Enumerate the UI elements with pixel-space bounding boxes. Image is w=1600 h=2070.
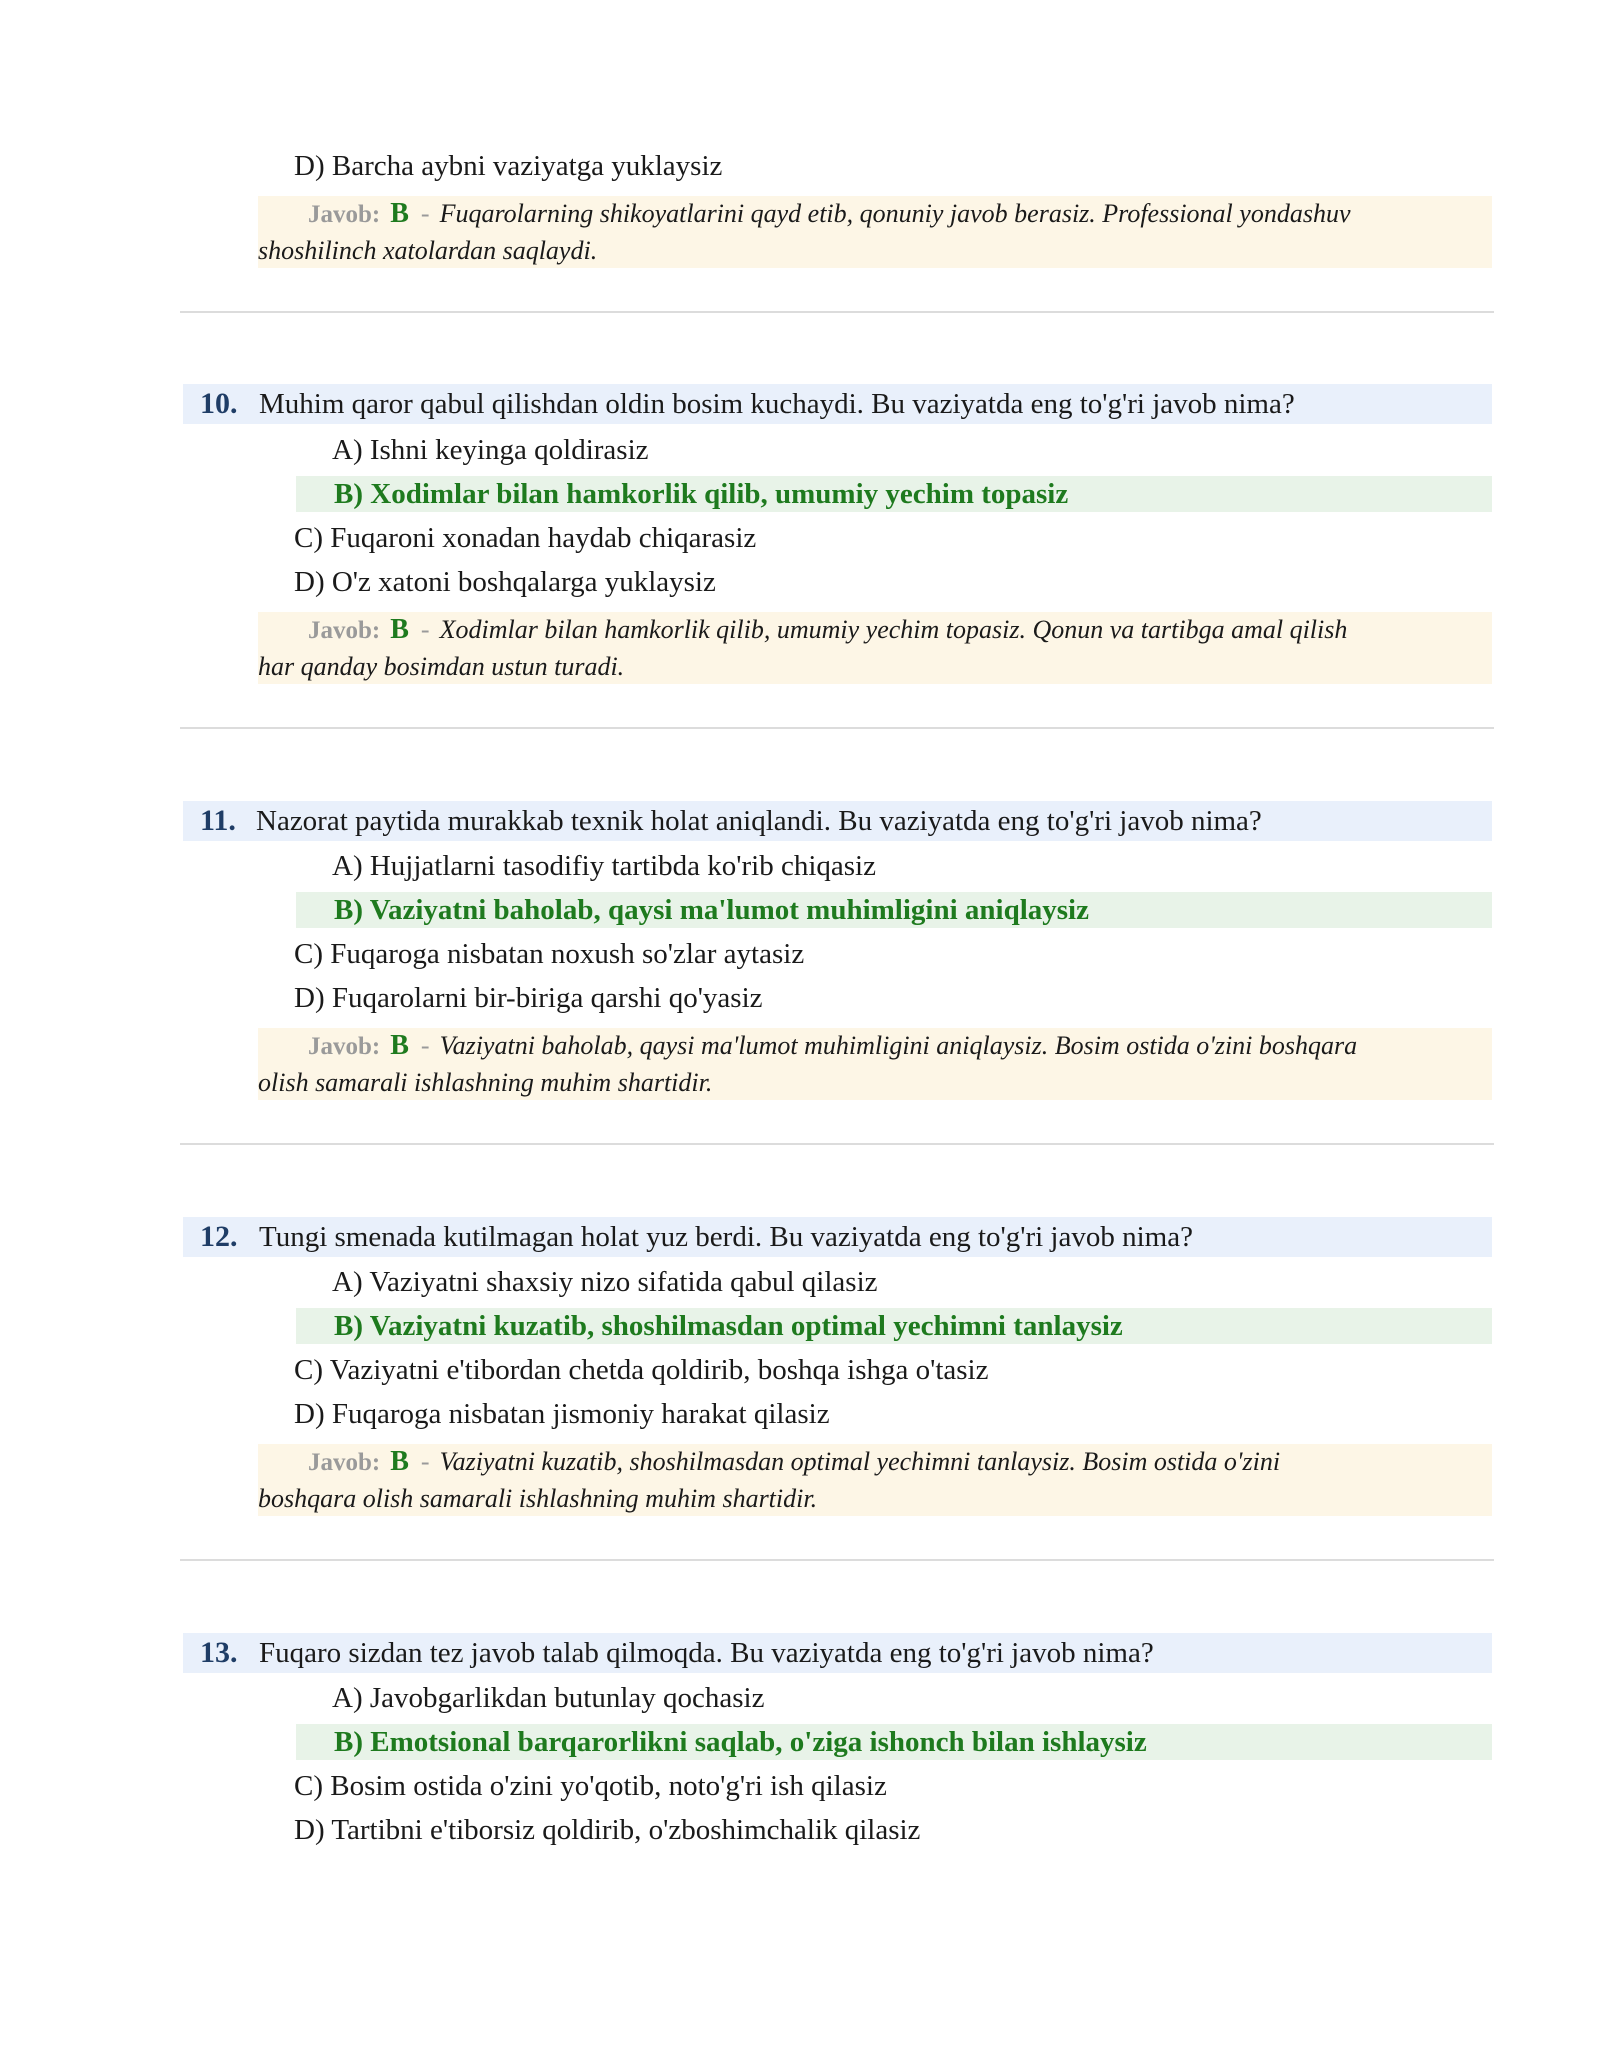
answer-box (258, 196, 1492, 268)
question-number: 12. (200, 1220, 238, 1253)
answer-box (258, 1444, 1492, 1516)
answer-letter: B (390, 198, 409, 229)
option-b-correct: B) Vaziyatni kuzatib, shoshilmasdan optimal yechimni tanlaysiz (296, 1308, 1492, 1344)
answer-letter: B (390, 1030, 409, 1061)
question-number: 11. (200, 804, 236, 837)
answer-label: Javob: (308, 1449, 381, 1476)
answer-dash: - (420, 1031, 430, 1060)
divider (180, 1143, 1494, 1145)
option-c: C) Fuqaroni xonadan haydab chiqarasiz (294, 522, 757, 554)
answer-box (258, 1028, 1492, 1100)
option-c: C) Fuqaroga nisbatan noxush so'zlar aytasiz (294, 938, 805, 970)
answer-letter: B (390, 1446, 409, 1477)
answer-text-line-1: Fuqarolarning shikoyatlarini qayd etib, qonuniy javob berasiz. Professional yondashuv (439, 199, 1351, 228)
option-d: D) Tartibni e'tiborsiz qoldirib, o'zboshimchalik qilasiz (294, 1814, 921, 1846)
answer-line-1 (258, 196, 1492, 233)
answer-label: Javob: (308, 617, 381, 644)
question-number: 10. (200, 387, 238, 420)
answer-text-line-1: Vaziyatni baholab, qaysi ma'lumot muhimligini aniqlaysiz. Bosim ostida o'zini boshqara (439, 1031, 1358, 1060)
option-a: A) Ishni keyinga qoldirasiz (332, 434, 649, 466)
answer-line-1 (258, 1444, 1492, 1481)
answer-line-1 (258, 612, 1492, 649)
divider (180, 311, 1494, 313)
option-b-correct: B) Emotsional barqarorlikni saqlab, o'ziga ishonch bilan ishlaysiz (296, 1724, 1492, 1760)
question-text: Tungi smenada kutilmagan holat yuz berdi. Bu vaziyatda eng to'g'ri javob nima? (259, 1221, 1193, 1253)
question-header (183, 1217, 1492, 1257)
option-d: D) Barcha aybni vaziyatga yuklaysiz (294, 150, 723, 182)
option-a: A) Vaziyatni shaxsiy nizo sifatida qabul qilasiz (332, 1266, 878, 1298)
answer-text-line-2: olish samarali ishlashning muhim shartidir. (258, 1068, 713, 1097)
answer-dash: - (420, 615, 430, 644)
answer-label: Javob: (308, 201, 381, 228)
question-number: 13. (200, 1636, 238, 1669)
answer-line-1 (258, 1028, 1492, 1065)
option-d: D) O'z xatoni boshqalarga yuklaysiz (294, 566, 716, 598)
question-text: Nazorat paytida murakkab texnik holat aniqlandi. Bu vaziyatda eng to'g'ri javob nima? (256, 805, 1262, 837)
answer-text-line-1: Xodimlar bilan hamkorlik qilib, umumiy yechim topasiz. Qonun va tartibga amal qilish (439, 615, 1348, 644)
answer-box (258, 612, 1492, 684)
option-a: A) Javobgarlikdan butunlay qochasiz (332, 1682, 765, 1714)
divider (180, 727, 1494, 729)
option-c: C) Bosim ostida o'zini yo'qotib, noto'g'ri ish qilasiz (294, 1770, 887, 1802)
question-header (183, 384, 1492, 424)
answer-dash: - (420, 1447, 430, 1476)
option-b-correct: B) Vaziyatni baholab, qaysi ma'lumot muhimligini aniqlaysiz (296, 892, 1492, 928)
option-a: A) Hujjatlarni tasodifiy tartibda ko'rib chiqasiz (332, 850, 876, 882)
question-header (183, 801, 1492, 841)
answer-text-line-1: Vaziyatni kuzatib, shoshilmasdan optimal yechimni tanlaysiz. Bosim ostida o'zini (439, 1447, 1281, 1476)
option-d: D) Fuqarolarni bir-biriga qarshi qo'yasiz (294, 982, 763, 1014)
question-header (183, 1633, 1492, 1673)
option-d: D) Fuqaroga nisbatan jismoniy harakat qilasiz (294, 1398, 830, 1430)
option-b-correct: B) Xodimlar bilan hamkorlik qilib, umumiy yechim topasiz (296, 476, 1492, 512)
option-c: C) Vaziyatni e'tibordan chetda qoldirib, boshqa ishga o'tasiz (294, 1354, 989, 1386)
answer-label: Javob: (308, 1033, 381, 1060)
question-text: Muhim qaror qabul qilishdan oldin bosim kuchaydi. Bu vaziyatda eng to'g'ri javob nima? (259, 388, 1295, 420)
question-text: Fuqaro sizdan tez javob talab qilmoqda. Bu vaziyatda eng to'g'ri javob nima? (259, 1637, 1154, 1669)
answer-text-line-2: shoshilinch xatolardan saqlaydi. (258, 236, 598, 265)
answer-letter: B (390, 614, 409, 645)
answer-dash: - (420, 199, 430, 228)
divider (180, 1559, 1494, 1561)
answer-text-line-2: har qanday bosimdan ustun turadi. (258, 652, 625, 681)
answer-text-line-2: boshqara olish samarali ishlashning muhim shartidir. (258, 1484, 818, 1513)
